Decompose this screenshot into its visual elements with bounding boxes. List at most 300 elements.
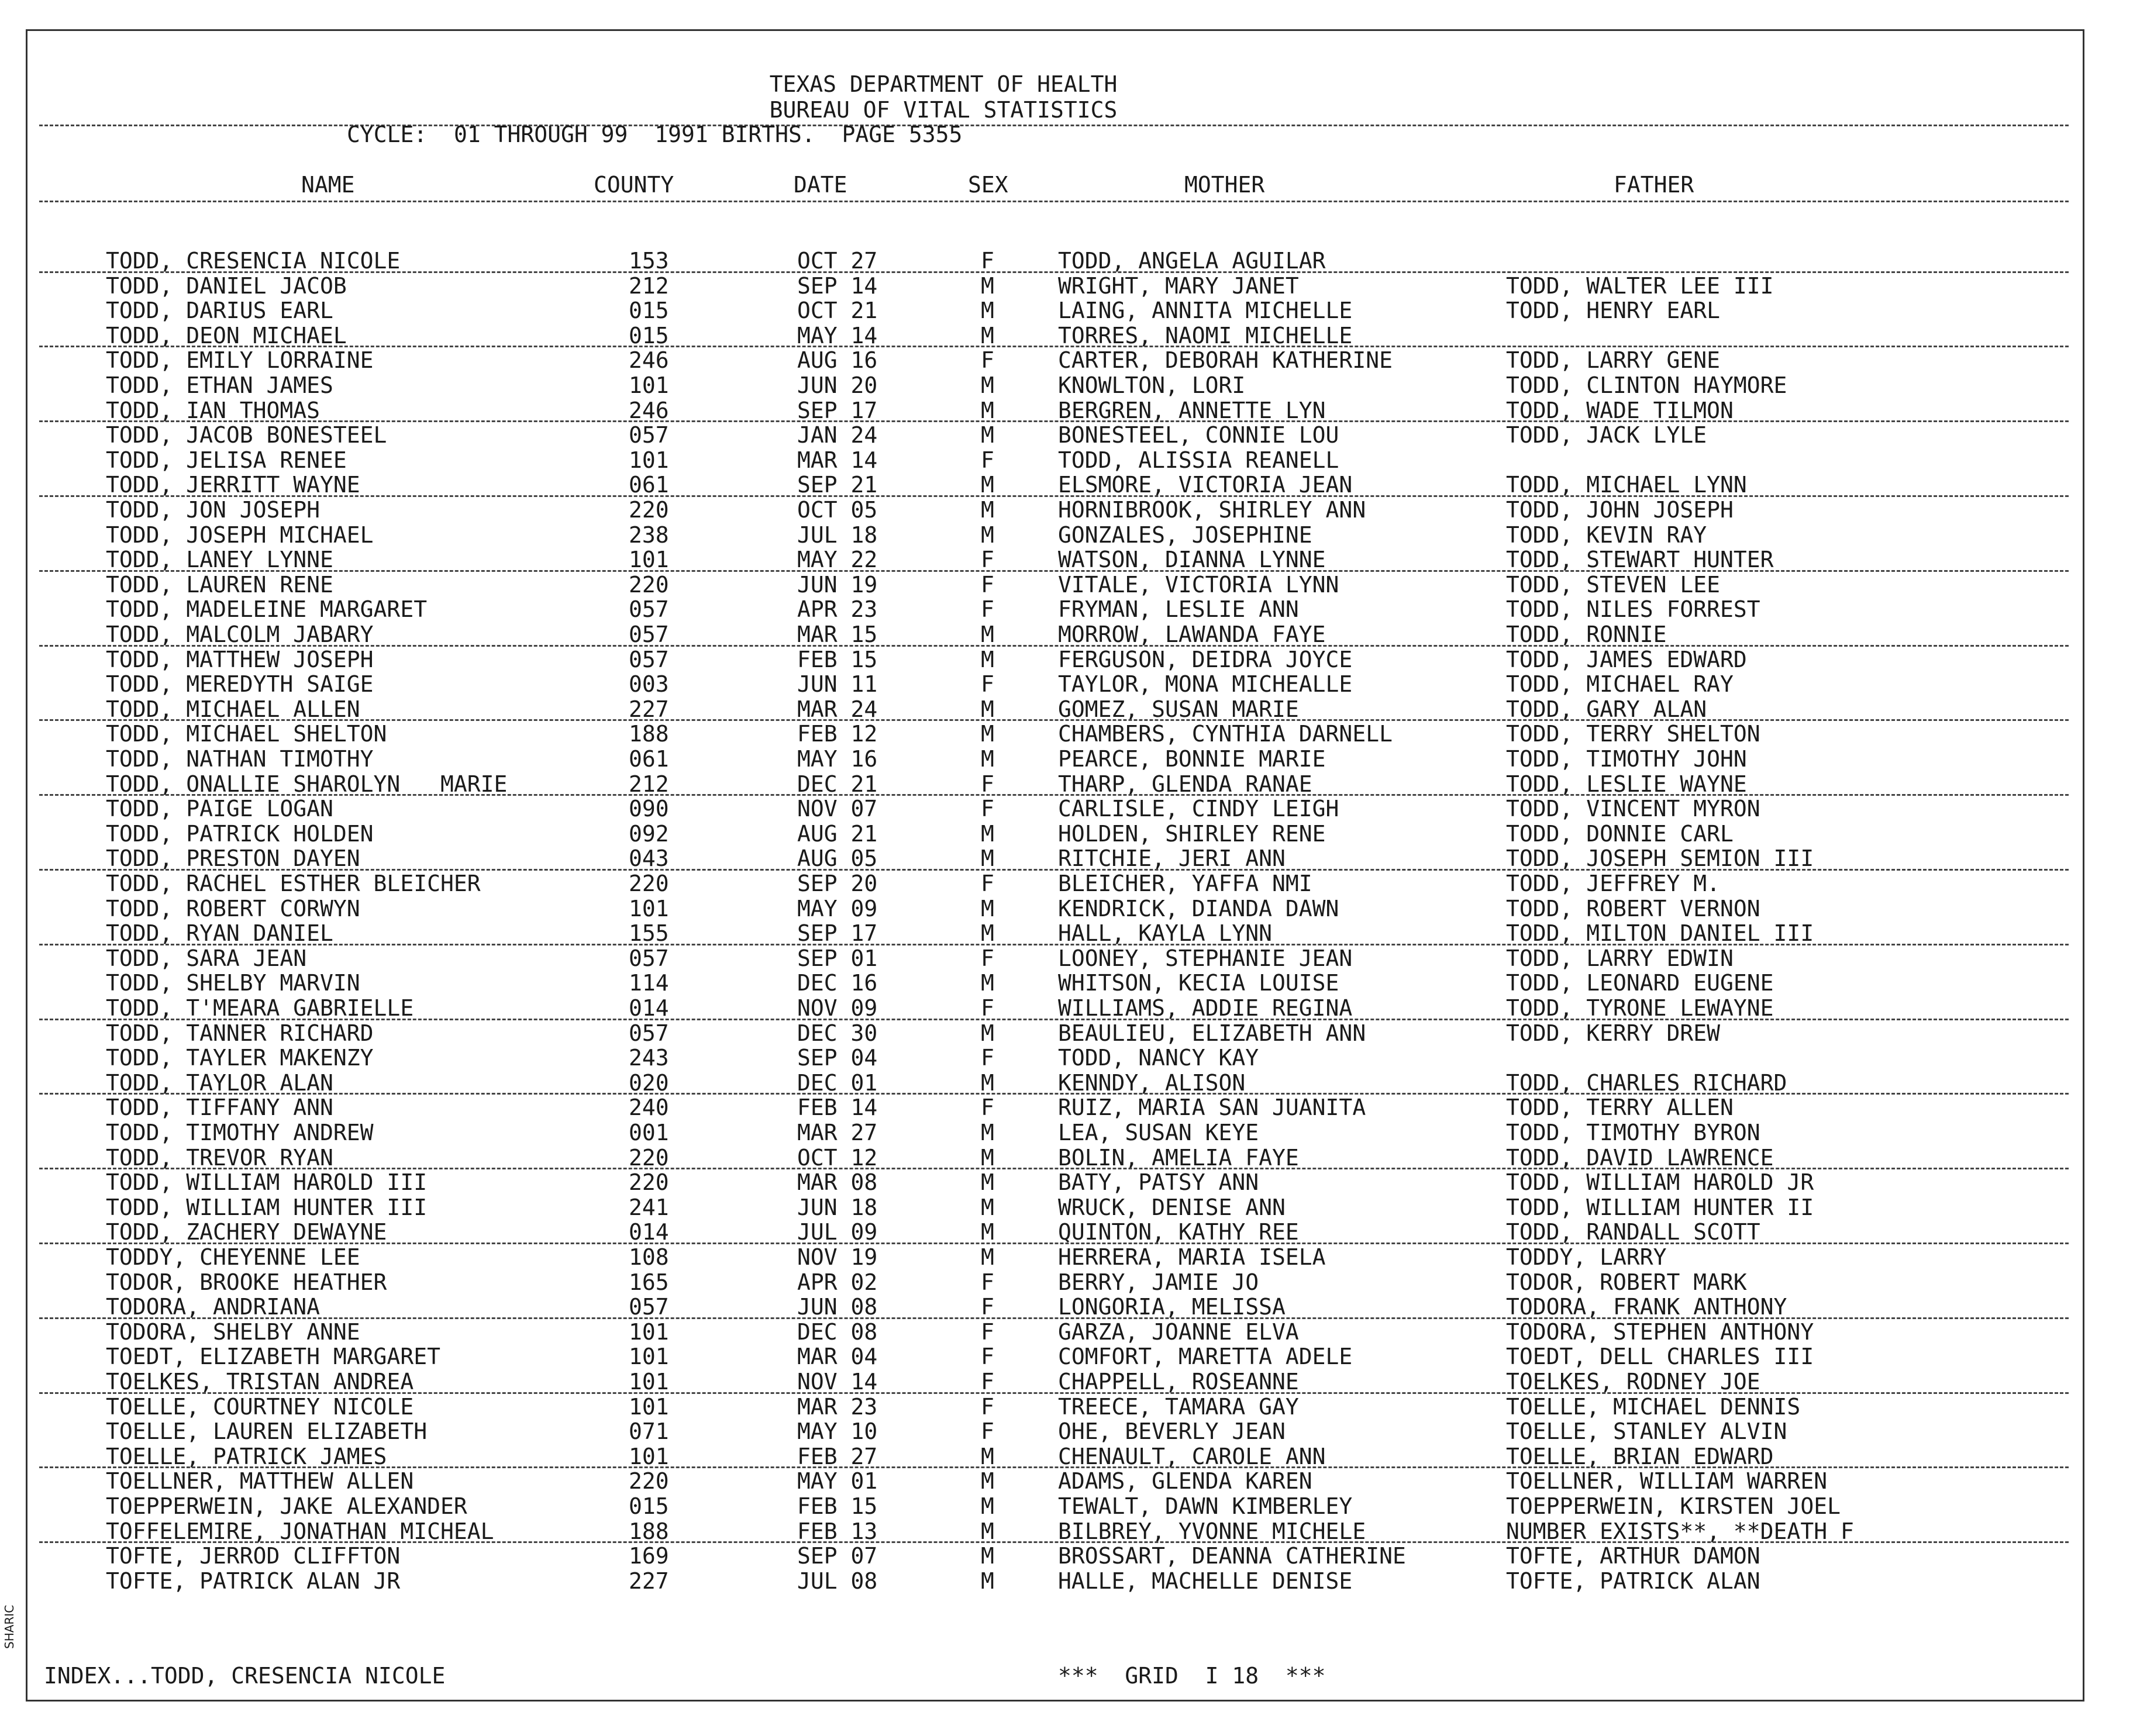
cell-name: TODD, MICHAEL SHELTON: [106, 721, 387, 747]
cell-name: TODD, CRESENCIA NICOLE: [106, 248, 401, 274]
cell-father: TODD, TIMOTHY BYRON: [1506, 1120, 1760, 1145]
row-rule: [39, 1093, 2069, 1095]
cell-county: 071: [629, 1419, 669, 1445]
column-header-date: DATE: [794, 172, 847, 198]
cell-name: TODD, DANIEL JACOB: [106, 272, 347, 299]
cell-date: MAR 08: [797, 1169, 878, 1196]
cell-date: FEB 14: [797, 1095, 878, 1121]
cell-mother: CHAPPELL, ROSEANNE: [1058, 1369, 1299, 1395]
cell-county: 165: [629, 1269, 669, 1295]
cell-date: MAR 04: [797, 1344, 878, 1370]
cell-father: TODD, WADE TILMON: [1506, 397, 1734, 423]
cell-name: TODD, WILLIAM HUNTER III: [106, 1194, 428, 1220]
cell-county: 101: [629, 372, 669, 398]
cell-sex: F: [981, 796, 994, 822]
cell-name: TODD, LANEY LYNNE: [106, 547, 333, 573]
cell-father: TODD, ROBERT VERNON: [1506, 895, 1760, 922]
cell-father: TODD, RANDALL SCOTT: [1506, 1219, 1760, 1245]
cell-father: TODD, TERRY SHELTON: [1506, 721, 1760, 747]
cell-sex: M: [981, 322, 994, 348]
cell-mother: BERGREN, ANNETTE LYN: [1058, 397, 1326, 423]
cell-sex: M: [981, 1468, 994, 1495]
cell-date: NOV 19: [797, 1244, 878, 1270]
cell-mother: GOMEZ, SUSAN MARIE: [1058, 696, 1299, 722]
cell-sex: M: [981, 970, 994, 996]
cell-county: 015: [629, 1493, 669, 1519]
cell-date: NOV 09: [797, 995, 878, 1021]
cell-date: AUG 05: [797, 845, 878, 872]
cell-date: JUL 09: [797, 1219, 878, 1245]
cell-county: 020: [629, 1069, 669, 1096]
cell-mother: RITCHIE, JERI ANN: [1058, 845, 1286, 872]
cell-sex: M: [981, 895, 994, 922]
cell-sex: M: [981, 1443, 994, 1469]
cell-sex: F: [981, 1269, 994, 1295]
cell-county: 043: [629, 845, 669, 872]
cell-mother: KENNDY, ALISON: [1058, 1069, 1246, 1096]
cell-mother: TODD, ALISSIA REANELL: [1058, 447, 1339, 473]
cell-father: TODD, MICHAEL RAY: [1506, 671, 1734, 698]
cell-sex: F: [981, 1095, 994, 1121]
cell-county: 153: [629, 248, 669, 274]
cell-name: TODD, SARA JEAN: [106, 945, 307, 971]
cell-mother: BOLIN, AMELIA FAYE: [1058, 1144, 1299, 1171]
cell-mother: RUIZ, MARIA SAN JUANITA: [1058, 1095, 1366, 1121]
cell-sex: F: [981, 1344, 994, 1370]
cell-name: TOELLE, COURTNEY NICOLE: [106, 1393, 414, 1420]
cell-name: TODD, MALCOLM JABARY: [106, 622, 374, 647]
cell-county: 101: [629, 1393, 669, 1420]
cell-mother: LAING, ANNITA MICHELLE: [1058, 298, 1353, 324]
cell-county: 001: [629, 1120, 669, 1145]
cell-county: 114: [629, 970, 669, 996]
cell-name: TODOR, BROOKE HEATHER: [106, 1269, 387, 1295]
cell-father: TODD, JACK LYLE: [1506, 422, 1707, 448]
cell-sex: M: [981, 422, 994, 448]
cell-sex: F: [981, 771, 994, 797]
separator-line: [39, 125, 2069, 126]
row-rule: [39, 495, 2069, 497]
cell-sex: F: [981, 671, 994, 698]
cell-mother: LEA, SUSAN KEYE: [1058, 1120, 1259, 1145]
cell-mother: HORNIBROOK, SHIRLEY ANN: [1058, 497, 1366, 523]
cell-father: TODD, JAMES EDWARD: [1506, 646, 1747, 672]
cell-mother: KENDRICK, DIANDA DAWN: [1058, 895, 1339, 922]
cell-father: TOFTE, ARTHUR DAMON: [1506, 1543, 1760, 1569]
cell-mother: PEARCE, BONNIE MARIE: [1058, 746, 1326, 772]
cell-sex: F: [981, 1419, 994, 1445]
cell-county: 220: [629, 871, 669, 896]
cell-sex: M: [981, 1219, 994, 1245]
cell-mother: THARP, GLENDA RANAE: [1058, 771, 1312, 797]
cell-sex: M: [981, 746, 994, 772]
cell-mother: TODD, ANGELA AGUILAR: [1058, 248, 1326, 274]
cell-father: TODD, JOHN JOSEPH: [1506, 497, 1734, 523]
cell-county: 014: [629, 995, 669, 1021]
cell-father: TODD, RONNIE: [1506, 622, 1667, 647]
cell-county: 188: [629, 721, 669, 747]
cell-sex: M: [981, 1169, 994, 1196]
cell-county: 057: [629, 422, 669, 448]
cell-county: 092: [629, 820, 669, 847]
cell-county: 212: [629, 272, 669, 299]
cell-date: MAY 16: [797, 746, 878, 772]
cell-name: TOFTE, JERROD CLIFFTON: [106, 1543, 401, 1569]
cell-date: DEC 16: [797, 970, 878, 996]
cell-sex: F: [981, 945, 994, 971]
cell-name: TOELLE, LAUREN ELIZABETH: [106, 1419, 428, 1445]
cell-father: TODD, MICHAEL LYNN: [1506, 472, 1747, 498]
cell-county: 015: [629, 298, 669, 324]
cell-father: TOELLNER, WILLIAM WARREN: [1506, 1468, 1828, 1495]
cell-mother: WATSON, DIANNA LYNNE: [1058, 547, 1326, 573]
cell-date: MAY 01: [797, 1468, 878, 1495]
cell-date: DEC 30: [797, 1020, 878, 1046]
cell-sex: F: [981, 995, 994, 1021]
cell-name: TODD, MADELEINE MARGARET: [106, 596, 428, 623]
cell-name: TODD, MATTHEW JOSEPH: [106, 646, 374, 672]
cell-mother: ELSMORE, VICTORIA JEAN: [1058, 472, 1353, 498]
cell-date: JUN 18: [797, 1194, 878, 1220]
cell-mother: BONESTEEL, CONNIE LOU: [1058, 422, 1339, 448]
cell-father: TODD, MILTON DANIEL III: [1506, 920, 1814, 947]
column-header-name: NAME: [301, 172, 355, 198]
footer-grid: *** GRID I 18 ***: [1058, 1663, 1326, 1689]
cell-father: TODD, LEONARD EUGENE: [1506, 970, 1774, 996]
cell-county: 220: [629, 497, 669, 523]
cell-county: 220: [629, 571, 669, 598]
ledger-page: [26, 29, 2084, 1702]
cell-father: TODD, STEWART HUNTER: [1506, 547, 1774, 573]
cell-sex: M: [981, 1543, 994, 1569]
cell-father: TODD, KERRY DREW: [1506, 1020, 1721, 1046]
cell-name: TODD, SHELBY MARVIN: [106, 970, 360, 996]
cell-date: FEB 15: [797, 1493, 878, 1519]
cell-mother: WILLIAMS, ADDIE REGINA: [1058, 995, 1353, 1021]
cell-county: 155: [629, 920, 669, 947]
cell-date: MAY 22: [797, 547, 878, 573]
cell-father: TODD, WILLIAM HUNTER II: [1506, 1194, 1814, 1220]
cell-name: TODD, JELISA RENEE: [106, 447, 347, 473]
cell-father: TOEPPERWEIN, KIRSTEN JOEL: [1506, 1493, 1841, 1519]
cell-sex: M: [981, 472, 994, 498]
cell-father: TODD, GARY ALAN: [1506, 696, 1707, 722]
cell-sex: F: [981, 1369, 994, 1395]
cell-mother: WRIGHT, MARY JANET: [1058, 272, 1299, 299]
cell-father: TODD, STEVEN LEE: [1506, 571, 1721, 598]
cell-father: TODD, TIMOTHY JOHN: [1506, 746, 1747, 772]
cell-date: DEC 01: [797, 1069, 878, 1096]
cell-date: MAR 14: [797, 447, 878, 473]
cell-mother: HERRERA, MARIA ISELA: [1058, 1244, 1326, 1270]
cell-date: NOV 07: [797, 796, 878, 822]
cell-mother: GARZA, JOANNE ELVA: [1058, 1319, 1299, 1345]
cell-name: TODD, WILLIAM HAROLD III: [106, 1169, 428, 1196]
header-bureau: BUREAU OF VITAL STATISTICS: [769, 97, 1118, 123]
cell-mother: COMFORT, MARETTA ADELE: [1058, 1344, 1353, 1370]
cell-sex: F: [981, 547, 994, 573]
cell-name: TOFFELEMIRE, JONATHAN MICHEAL: [106, 1518, 494, 1544]
cell-name: TOEPPERWEIN, JAKE ALEXANDER: [106, 1493, 467, 1519]
cell-name: TOEDT, ELIZABETH MARGARET: [106, 1344, 440, 1370]
cell-county: 101: [629, 1319, 669, 1345]
cell-name: TODD, PAIGE LOGAN: [106, 796, 333, 822]
cell-mother: FERGUSON, DEIDRA JOYCE: [1058, 646, 1353, 672]
cell-father: TODD, DAVID LAWRENCE: [1506, 1144, 1774, 1171]
cell-county: 241: [629, 1194, 669, 1220]
cell-mother: TODD, NANCY KAY: [1058, 1045, 1259, 1071]
cell-father: TOEDT, DELL CHARLES III: [1506, 1344, 1814, 1370]
cell-father: TODD, LESLIE WAYNE: [1506, 771, 1747, 797]
cell-father: TODD, VINCENT MYRON: [1506, 796, 1760, 822]
cell-sex: F: [981, 1393, 994, 1420]
cell-date: MAY 09: [797, 895, 878, 922]
cell-father: TODORA, STEPHEN ANTHONY: [1506, 1319, 1814, 1345]
cell-county: 220: [629, 1169, 669, 1196]
cell-name: TODD, IAN THOMAS: [106, 397, 321, 423]
cell-date: MAR 15: [797, 622, 878, 647]
cell-mother: CARLISLE, CINDY LEIGH: [1058, 796, 1339, 822]
cell-date: SEP 17: [797, 397, 878, 423]
cell-name: TODD, DEON MICHAEL: [106, 322, 347, 348]
cell-date: APR 23: [797, 596, 878, 623]
cell-name: TODD, T'MEARA GABRIELLE: [106, 995, 414, 1021]
cell-sex: F: [981, 447, 994, 473]
cell-county: 108: [629, 1244, 669, 1270]
cell-mother: CHAMBERS, CYNTHIA DARNELL: [1058, 721, 1393, 747]
cell-sex: M: [981, 696, 994, 722]
cell-mother: HOLDEN, SHIRLEY RENE: [1058, 820, 1326, 847]
column-header-father: FATHER: [1614, 172, 1694, 198]
cell-date: FEB 13: [797, 1518, 878, 1544]
cell-father: TODD, NILES FORREST: [1506, 596, 1760, 623]
row-rule: [39, 570, 2069, 572]
cell-date: FEB 15: [797, 646, 878, 672]
cell-sex: F: [981, 347, 994, 374]
cell-sex: M: [981, 397, 994, 423]
cell-date: JAN 24: [797, 422, 878, 448]
cell-name: TODD, PATRICK HOLDEN: [106, 820, 374, 847]
cell-mother: WRUCK, DENISE ANN: [1058, 1194, 1286, 1220]
cell-name: TODD, RYAN DANIEL: [106, 920, 333, 947]
cell-county: 101: [629, 547, 669, 573]
cell-sex: M: [981, 372, 994, 398]
cell-county: 101: [629, 1344, 669, 1370]
cell-father: TODORA, FRANK ANTHONY: [1506, 1294, 1787, 1320]
cell-date: APR 02: [797, 1269, 878, 1295]
cell-date: SEP 01: [797, 945, 878, 971]
cell-date: JUL 08: [797, 1568, 878, 1594]
side-stamp: SHARIC: [2, 1604, 16, 1649]
cell-mother: KNOWLTON, LORI: [1058, 372, 1246, 398]
cell-name: TODD, TANNER RICHARD: [106, 1020, 374, 1046]
cell-father: TODD, TYRONE LEWAYNE: [1506, 995, 1774, 1021]
cell-name: TODD, MEREDYTH SAIGE: [106, 671, 374, 698]
cell-date: SEP 20: [797, 871, 878, 896]
cell-name: TODD, EMILY LORRAINE: [106, 347, 374, 374]
cell-name: TODD, MICHAEL ALLEN: [106, 696, 360, 722]
cell-name: TODD, TIMOTHY ANDREW: [106, 1120, 374, 1145]
cell-father: TODD, TERRY ALLEN: [1506, 1095, 1734, 1121]
cell-mother: BILBREY, YVONNE MICHELE: [1058, 1518, 1366, 1544]
cell-mother: LOONEY, STEPHANIE JEAN: [1058, 945, 1353, 971]
cell-sex: M: [981, 1493, 994, 1519]
cell-father: TODD, WILLIAM HAROLD JR: [1506, 1169, 1814, 1196]
cell-date: MAR 27: [797, 1120, 878, 1145]
cell-name: TODD, ETHAN JAMES: [106, 372, 333, 398]
cell-name: TODD, LAUREN RENE: [106, 571, 333, 598]
cell-father: TODDY, LARRY: [1506, 1244, 1667, 1270]
cell-county: 057: [629, 1294, 669, 1320]
cell-county: 061: [629, 746, 669, 772]
cell-sex: M: [981, 1194, 994, 1220]
cell-date: JUN 20: [797, 372, 878, 398]
cell-mother: OHE, BEVERLY JEAN: [1058, 1419, 1286, 1445]
cell-county: 101: [629, 1369, 669, 1395]
cell-mother: ADAMS, GLENDA KAREN: [1058, 1468, 1312, 1495]
cell-date: JUN 19: [797, 571, 878, 598]
cell-father: TODD, LARRY EDWIN: [1506, 945, 1734, 971]
cell-sex: F: [981, 596, 994, 623]
cell-sex: M: [981, 522, 994, 548]
column-header-sex: SEX: [968, 172, 1008, 198]
cell-date: DEC 21: [797, 771, 878, 797]
cell-date: JUL 18: [797, 522, 878, 548]
cell-sex: M: [981, 272, 994, 299]
cell-name: TODORA, SHELBY ANNE: [106, 1319, 360, 1345]
cell-sex: F: [981, 871, 994, 896]
cell-county: 014: [629, 1219, 669, 1245]
cell-county: 057: [629, 945, 669, 971]
cell-sex: M: [981, 1244, 994, 1270]
cell-mother: MORROW, LAWANDA FAYE: [1058, 622, 1326, 647]
cell-mother: WHITSON, KECIA LOUISE: [1058, 970, 1339, 996]
cell-father: TODD, WALTER LEE III: [1506, 272, 1774, 299]
cell-date: MAR 23: [797, 1393, 878, 1420]
cell-name: TODD, JON JOSEPH: [106, 497, 321, 523]
cell-father: TODOR, ROBERT MARK: [1506, 1269, 1747, 1295]
cell-name: TODD, JOSEPH MICHAEL: [106, 522, 374, 548]
cell-county: 240: [629, 1095, 669, 1121]
cell-date: AUG 21: [797, 820, 878, 847]
cell-sex: M: [981, 646, 994, 672]
cell-mother: QUINTON, KATHY REE: [1058, 1219, 1299, 1245]
cell-mother: BATY, PATSY ANN: [1058, 1169, 1259, 1196]
cell-mother: FRYMAN, LESLIE ANN: [1058, 596, 1299, 623]
cell-father: TODD, CHARLES RICHARD: [1506, 1069, 1787, 1096]
cell-name: TODD, DARIUS EARL: [106, 298, 333, 324]
cell-date: OCT 12: [797, 1144, 878, 1171]
cell-county: 227: [629, 1568, 669, 1594]
cell-father: TODD, DONNIE CARL: [1506, 820, 1734, 847]
cell-father: TOELKES, RODNEY JOE: [1506, 1369, 1760, 1395]
cell-name: TODDY, CHEYENNE LEE: [106, 1244, 360, 1270]
cell-county: 090: [629, 796, 669, 822]
cell-mother: TEWALT, DAWN KIMBERLEY: [1058, 1493, 1353, 1519]
cell-date: MAR 24: [797, 696, 878, 722]
cell-name: TODD, TIFFANY ANN: [106, 1095, 333, 1121]
cell-county: 101: [629, 1443, 669, 1469]
cell-mother: BLEICHER, YAFFA NMI: [1058, 871, 1312, 896]
cell-mother: LONGORIA, MELISSA: [1058, 1294, 1286, 1320]
cell-sex: M: [981, 721, 994, 747]
cell-sex: M: [981, 1144, 994, 1171]
cell-name: TOELKES, TRISTAN ANDREA: [106, 1369, 414, 1395]
cell-county: 238: [629, 522, 669, 548]
cell-county: 212: [629, 771, 669, 797]
cell-sex: M: [981, 1020, 994, 1046]
cell-mother: HALL, KAYLA LYNN: [1058, 920, 1273, 947]
cell-sex: F: [981, 1045, 994, 1071]
cell-mother: TORRES, NAOMI MICHELLE: [1058, 322, 1353, 348]
footer-index: INDEX...TODD, CRESENCIA NICOLE: [44, 1663, 446, 1689]
cell-date: DEC 08: [797, 1319, 878, 1345]
cell-date: OCT 05: [797, 497, 878, 523]
cell-mother: TREECE, TAMARA GAY: [1058, 1393, 1299, 1420]
cell-name: TODD, TAYLOR ALAN: [106, 1069, 333, 1096]
cell-father: TODD, CLINTON HAYMORE: [1506, 372, 1787, 398]
cell-name: TODD, PRESTON DAYEN: [106, 845, 360, 872]
cell-sex: M: [981, 1568, 994, 1594]
column-header-mother: MOTHER: [1184, 172, 1265, 198]
cell-name: TODD, TREVOR RYAN: [106, 1144, 333, 1171]
cell-county: 003: [629, 671, 669, 698]
cell-county: 188: [629, 1518, 669, 1544]
cell-sex: F: [981, 1294, 994, 1320]
cell-father: TOELLE, STANLEY ALVIN: [1506, 1419, 1787, 1445]
cell-name: TOFTE, PATRICK ALAN JR: [106, 1568, 401, 1594]
cell-county: 243: [629, 1045, 669, 1071]
cell-father: NUMBER EXISTS**, **DEATH F: [1506, 1518, 1854, 1544]
cell-date: FEB 27: [797, 1443, 878, 1469]
cell-name: TOELLE, PATRICK JAMES: [106, 1443, 387, 1469]
cell-father: TOFTE, PATRICK ALAN: [1506, 1568, 1760, 1594]
cell-father: TODD, LARRY GENE: [1506, 347, 1721, 374]
column-header-county: COUNTY: [594, 172, 674, 198]
cell-sex: F: [981, 571, 994, 598]
cell-county: 246: [629, 397, 669, 423]
cell-mother: BERRY, JAMIE JO: [1058, 1269, 1259, 1295]
cell-date: AUG 16: [797, 347, 878, 374]
cell-sex: M: [981, 845, 994, 872]
row-rule: [39, 944, 2069, 945]
separator-line: [39, 201, 2069, 202]
cell-mother: TAYLOR, MONA MICHEALLE: [1058, 671, 1353, 698]
cell-date: JUN 11: [797, 671, 878, 698]
cell-father: TOELLE, BRIAN EDWARD: [1506, 1443, 1774, 1469]
cell-county: 220: [629, 1144, 669, 1171]
cell-date: MAY 10: [797, 1419, 878, 1445]
cell-county: 057: [629, 1020, 669, 1046]
cell-father: TOELLE, MICHAEL DENNIS: [1506, 1393, 1801, 1420]
row-rule: [39, 794, 2069, 796]
cell-name: TODD, JERRITT WAYNE: [106, 472, 360, 498]
cell-name: TODD, RACHEL ESTHER BLEICHER: [106, 871, 481, 896]
cell-sex: M: [981, 1069, 994, 1096]
cell-sex: F: [981, 248, 994, 274]
cell-sex: M: [981, 497, 994, 523]
cell-county: 057: [629, 622, 669, 647]
cell-mother: GONZALES, JOSEPHINE: [1058, 522, 1312, 548]
cell-county: 169: [629, 1543, 669, 1569]
cell-date: OCT 27: [797, 248, 878, 274]
cell-sex: F: [981, 1319, 994, 1345]
cell-sex: M: [981, 298, 994, 324]
cell-mother: CARTER, DEBORAH KATHERINE: [1058, 347, 1393, 374]
cell-county: 227: [629, 696, 669, 722]
cell-name: TODD, NATHAN TIMOTHY: [106, 746, 374, 772]
cell-father: TODD, JOSEPH SEMION III: [1506, 845, 1814, 872]
